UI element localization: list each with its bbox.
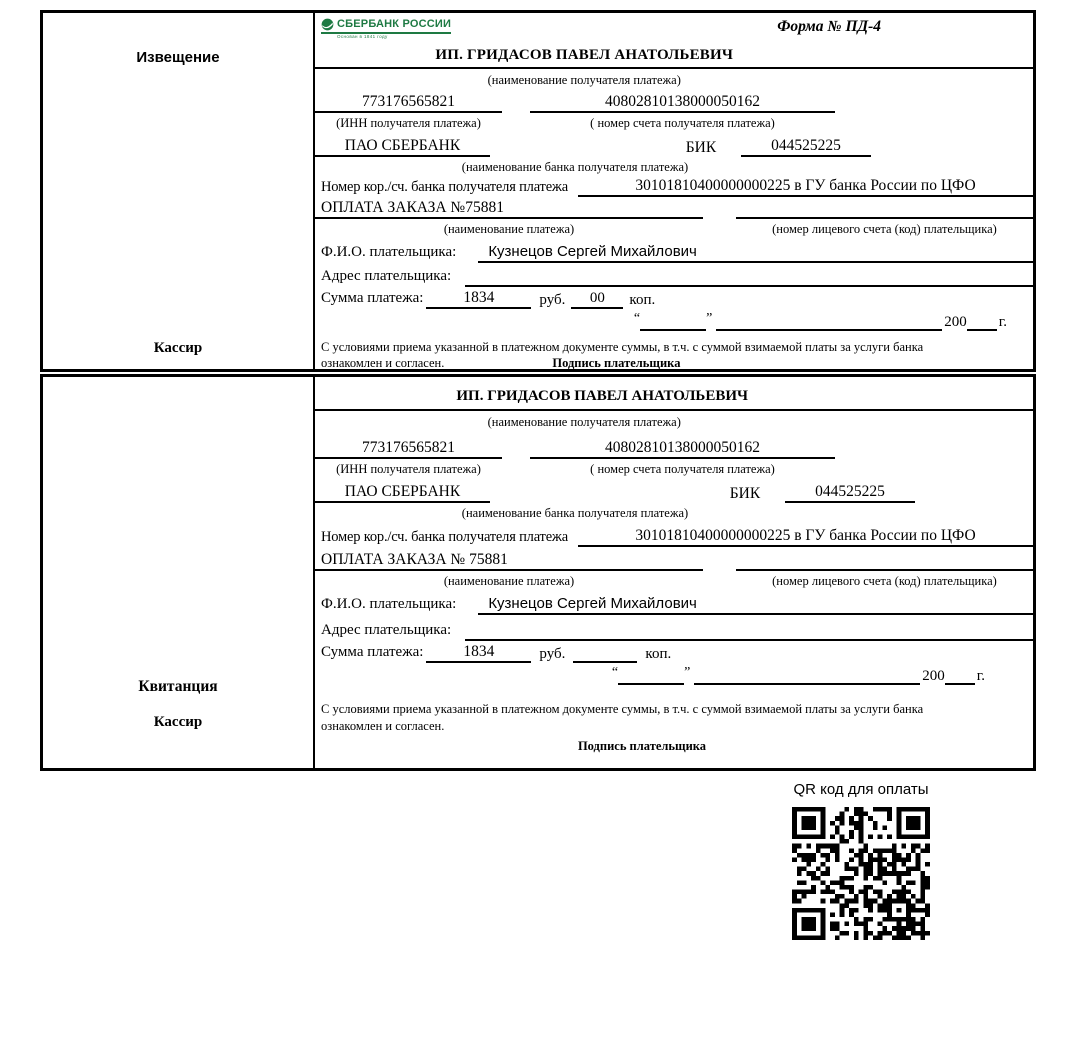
- payer-label: Ф.И.О. плательщика:: [321, 596, 457, 612]
- inn-value: 773176565821: [315, 439, 502, 459]
- receipt-payment-captions: [315, 571, 1033, 591]
- address-blank: [465, 623, 1033, 641]
- payment-name-value: ОПЛАТА ЗАКАЗА №75881: [315, 199, 703, 219]
- kopecks-value: 00: [571, 290, 623, 309]
- corr-label: Номер кор./сч. банка получателя платежа: [321, 529, 568, 545]
- receipt-sum-row: [315, 641, 1033, 663]
- qr-label: QR код для оплаты: [793, 781, 929, 798]
- quote-open: “: [611, 665, 619, 680]
- notice-bank-caption-row: [315, 157, 1033, 177]
- notice-side-label: Извещение: [136, 49, 220, 66]
- inn-caption: (ИНН получателя платежа): [336, 462, 481, 476]
- sberbank-logo: [321, 18, 451, 40]
- year-prefix: 200: [944, 314, 967, 330]
- receipt-address-row: [315, 615, 1033, 641]
- date-month-blank: [716, 329, 942, 331]
- quote-close: ”: [684, 665, 691, 680]
- address-label: Адрес плательщика:: [321, 268, 452, 284]
- notice-payment-row: [315, 197, 1033, 219]
- payer-signature-label: Подпись плательщика: [552, 356, 681, 369]
- receipt-payer-row: [315, 591, 1033, 615]
- date-month-blank: [694, 683, 920, 685]
- inn-value: 773176565821: [315, 93, 502, 113]
- receipt-recipient-row: [315, 377, 1033, 411]
- date-day-blank: [640, 329, 706, 331]
- kop-label: коп.: [645, 646, 672, 662]
- rub-label: руб.: [539, 292, 566, 308]
- bik-value: 044525225: [785, 483, 915, 503]
- notice-address-row: [315, 263, 1033, 287]
- personal-account-blank: [736, 217, 1033, 219]
- notice-bank-row: [315, 135, 1033, 157]
- bank-caption: (наименование банка получателя платежа): [461, 159, 689, 174]
- notice-date-row: [315, 309, 1033, 331]
- personal-account-blank: [736, 569, 1033, 571]
- sberbank-logo-text: СБЕРБАНК РОССИИ: [337, 18, 452, 30]
- form-title: Форма № ПД-4: [777, 18, 881, 35]
- payer-signature-label: Подпись плательщика: [577, 738, 707, 753]
- notice-header-row: [315, 13, 1033, 45]
- payment-caption: (наименование платежа): [443, 574, 575, 588]
- amount-value: 1834: [426, 643, 531, 663]
- bik-value: 044525225: [741, 137, 871, 157]
- sberbank-logo-tagline: Основан в 1841 году: [337, 34, 388, 39]
- receipt-right-column: [315, 377, 1033, 768]
- agreement-line2: ознакомлен и согласен.: [321, 356, 445, 369]
- notice-cashier-label: Кассир: [153, 340, 203, 356]
- kop-label: коп.: [629, 292, 656, 308]
- sberbank-logo-top: [321, 18, 451, 34]
- notice-payment-captions: [315, 219, 1033, 239]
- date-year-blank: [945, 683, 975, 685]
- quote-open: “: [633, 311, 641, 326]
- agreement-line1: С условиями приема указанной в платежном документе суммы, в т.ч. с суммой взимаемой платы за услуги банка: [321, 340, 924, 354]
- payer-label: Ф.И.О. плательщика:: [321, 244, 457, 260]
- corr-label: Номер кор./сч. банка получателя платежа: [321, 179, 568, 195]
- receipt-inn-account-row: [315, 433, 1033, 459]
- agreement-line1: С условиями приема указанной в платежном документе суммы, в т.ч. с суммой взимаемой платы за услуги банка: [321, 702, 924, 716]
- receipt-section: [40, 374, 1036, 771]
- corr-account-value: 30101810400000000225 в ГУ банка России по ЦФО: [578, 177, 1033, 197]
- payer-name-value: Кузнецов Сергей Михайлович: [478, 243, 1033, 263]
- payment-caption: (наименование платежа): [443, 222, 575, 236]
- receipt-bank-row: [315, 481, 1033, 503]
- bank-caption: (наименование банка получателя платежа): [461, 505, 689, 520]
- notice-right-column: [315, 13, 1033, 369]
- amount-value: 1834: [426, 289, 531, 309]
- bik-label: БИК: [685, 139, 717, 156]
- year-suffix: г.: [998, 314, 1007, 330]
- account-caption: ( номер счета получателя платежа): [590, 462, 775, 476]
- notice-recipient-row: [315, 45, 1033, 69]
- account-value: 40802810138000050162: [530, 439, 835, 459]
- sum-label: Сумма платежа:: [321, 290, 424, 306]
- date-year-blank: [967, 329, 997, 331]
- year-prefix: 200: [922, 668, 945, 684]
- recipient-name: ИП. ГРИДАСОВ ПАВЕЛ АНАТОЛЬЕВИЧ: [456, 388, 749, 404]
- bik-label: БИК: [729, 485, 761, 502]
- sum-label: Сумма платежа:: [321, 644, 424, 660]
- bank-name-value: ПАО СБЕРБАНК: [315, 137, 490, 157]
- kopecks-blank: [573, 661, 637, 663]
- sberbank-logo-icon: [321, 18, 334, 31]
- rub-label: руб.: [539, 646, 566, 662]
- payment-name-value: ОПЛАТА ЗАКАЗА № 75881: [315, 551, 703, 571]
- recipient-name: ИП. ГРИДАСОВ ПАВЕЛ АНАТОЛЬЕВИЧ: [435, 47, 734, 63]
- receipt-bank-caption-row: [315, 503, 1033, 523]
- account-value: 40802810138000050162: [530, 93, 835, 113]
- qr-block: [786, 781, 936, 945]
- notice-recipient-caption-row: [315, 69, 1033, 91]
- agreement-line2: ознакомлен и согласен.: [321, 718, 445, 733]
- account-caption: ( номер счета получателя платежа): [590, 116, 775, 130]
- receipt-corr-row: [315, 523, 1033, 547]
- receipt-recipient-caption-row: [315, 411, 1033, 433]
- notice-corr-row: [315, 177, 1033, 197]
- corr-account-value: 30101810400000000225 в ГУ банка России по ЦФО: [578, 527, 1033, 547]
- notice-section: [40, 10, 1036, 372]
- personal-account-caption: (номер лицевого счета (код) плательщика): [772, 574, 997, 588]
- date-day-blank: [618, 683, 684, 685]
- address-blank: [465, 269, 1033, 287]
- receipt-cashier-label: Кассир: [153, 714, 203, 730]
- notice-left-column: [43, 13, 315, 369]
- notice-payer-row: [315, 239, 1033, 263]
- notice-agreement: [315, 339, 1033, 369]
- inn-caption: (ИНН получателя платежа): [336, 116, 481, 130]
- recipient-caption: (наименование получателя платежа): [487, 414, 681, 429]
- recipient-caption: (наименование получателя платежа): [487, 72, 681, 87]
- year-suffix: г.: [976, 668, 985, 684]
- form-boxes: [40, 10, 1036, 771]
- receipt-payment-row: [315, 547, 1033, 571]
- notice-inn-account-captions: [315, 113, 1033, 135]
- receipt-date-row: [315, 663, 1033, 685]
- receipt-agreement: [315, 701, 1033, 755]
- receipt-inn-account-captions: [315, 459, 1033, 481]
- address-label: Адрес плательщика:: [321, 622, 452, 638]
- notice-sum-row: [315, 287, 1033, 309]
- agreement-line2-row: [321, 355, 1033, 369]
- qr-code: [792, 807, 930, 940]
- receipt-left-column: [43, 377, 315, 768]
- notice-inn-account-row: [315, 91, 1033, 113]
- bank-name-value: ПАО СБЕРБАНК: [315, 483, 490, 503]
- personal-account-caption: (номер лицевого счета (код) плательщика): [772, 222, 997, 236]
- receipt-side-label: Квитанция: [138, 678, 218, 695]
- quote-close: ”: [706, 311, 713, 326]
- payer-name-value: Кузнецов Сергей Михайлович: [478, 595, 1033, 615]
